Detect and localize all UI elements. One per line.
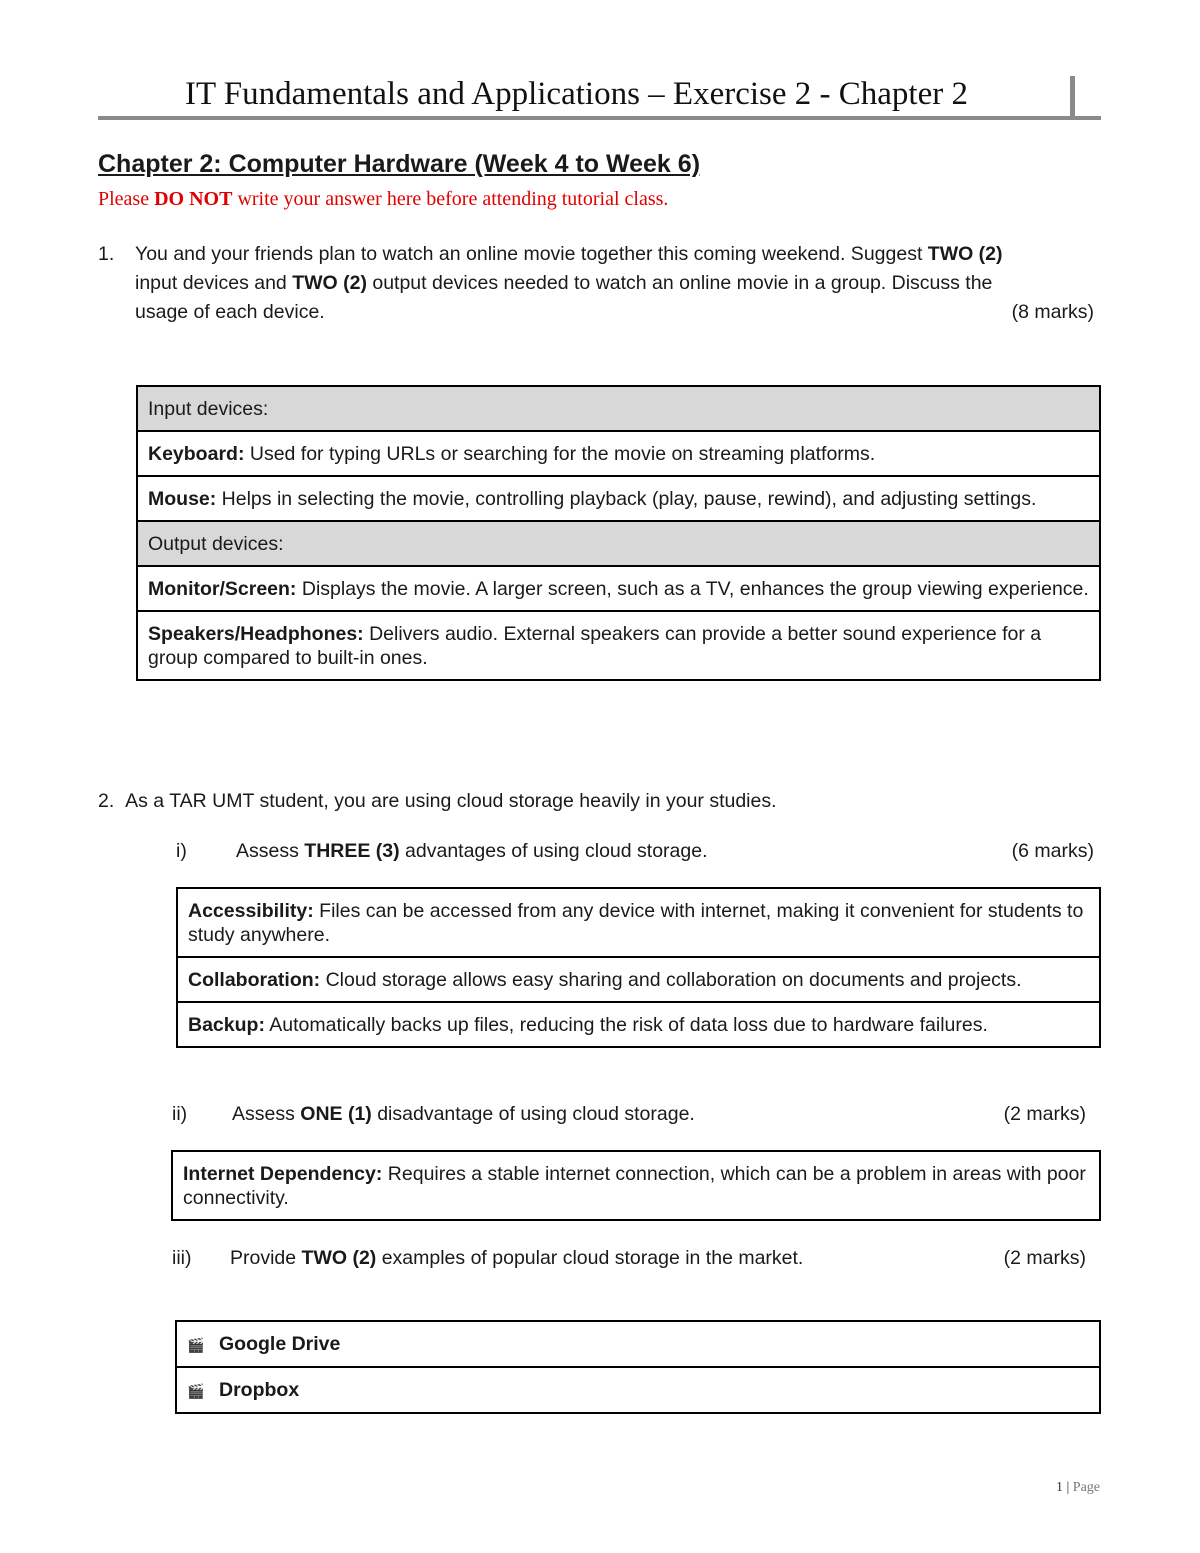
question-2-iii-marks: (2 marks) <box>1003 1247 1086 1269</box>
question-2-text: As a TAR UMT student, you are using cloud storage heavily in your studies. <box>125 790 777 812</box>
mouse-cell: Mouse: Helps in selecting the movie, controlling playback (play, pause, rewind), and adjusting settings. <box>137 476 1100 521</box>
clapper-board-icon: 🎬 <box>187 1337 205 1353</box>
question-2-ii-text: Assess ONE (1) disadvantage of using cloud storage. <box>232 1103 695 1125</box>
warning-bold: DO NOT <box>154 188 233 210</box>
question-2-number: 2. <box>98 790 115 812</box>
question-1-number: 1. <box>98 243 115 265</box>
table-row <box>172 1151 1100 1220</box>
answer-table-devices <box>136 385 1101 681</box>
answer-table-advantages <box>176 887 1101 1048</box>
collaboration-cell: Collaboration: Cloud storage allows easy sharing and collaboration on documents and projects. <box>177 957 1100 1002</box>
question-2-ii <box>172 1103 1090 1129</box>
page-word: Page <box>1072 1480 1100 1495</box>
table-row <box>177 1002 1100 1047</box>
page-footer <box>1056 1480 1100 1496</box>
cloud-example-1: 🎬 Google Drive <box>176 1321 1100 1367</box>
question-2-ii-marks: (2 marks) <box>1003 1103 1086 1125</box>
question-2-iii <box>172 1247 1090 1273</box>
page-number: 1 <box>1055 1480 1063 1495</box>
table-row <box>177 888 1100 957</box>
input-devices-header: Input devices: <box>137 386 1100 431</box>
question-2 <box>98 790 777 813</box>
question-2-i <box>176 840 1098 866</box>
question-2-i-marks: (6 marks) <box>1011 840 1094 862</box>
monitor-cell: Monitor/Screen: Displays the movie. A larger screen, such as a TV, enhances the group viewing experience. <box>137 566 1100 611</box>
header-rule <box>98 116 1101 120</box>
backup-cell: Backup: Automatically backs up files, reducing the risk of data loss due to hardware failures. <box>177 1002 1100 1047</box>
chapter-title: Chapter 2: Computer Hardware (Week 4 to Week 6) <box>98 150 701 178</box>
output-devices-header: Output devices: <box>137 521 1100 566</box>
header-right-bar <box>1070 76 1075 118</box>
table-row <box>137 386 1100 431</box>
clapper-board-icon: 🎬 <box>187 1383 205 1399</box>
footer-separator: | <box>1062 1480 1073 1495</box>
question-1-body <box>135 240 1098 327</box>
table-row <box>137 521 1100 566</box>
question-2-i-label: i) <box>176 840 187 862</box>
internet-dependency-cell: Internet Dependency: Requires a stable internet connection, which can be a problem in areas with poor connectivity. <box>172 1151 1100 1220</box>
table-row <box>176 1321 1100 1367</box>
answer-table-disadvantage <box>171 1150 1101 1221</box>
question-2-iii-label: iii) <box>172 1247 192 1269</box>
warning-post: write your answer here before attending tutorial class. <box>232 188 669 210</box>
table-row <box>137 476 1100 521</box>
warning-note <box>98 188 668 211</box>
warning-pre: Please <box>98 188 155 210</box>
table-row <box>137 431 1100 476</box>
question-2-ii-label: ii) <box>172 1103 188 1125</box>
answer-table-cloud-examples <box>175 1320 1101 1414</box>
document-header-title: IT Fundamentals and Applications – Exercise 2 - Chapter 2 <box>185 76 968 112</box>
question-1-line-2: input devices and TWO (2) output devices needed to watch an online movie in a group. Discuss the <box>135 272 993 294</box>
speakers-cell: Speakers/Headphones: Delivers audio. External speakers can provide a better sound experience for a group compared to built-in ones. <box>137 611 1100 680</box>
table-row <box>177 957 1100 1002</box>
question-1-line-3: usage of each device. (8 marks) <box>135 298 1098 327</box>
accessibility-cell: Accessibility: Files can be accessed from any device with internet, making it convenient for students to study anywhere. <box>177 888 1100 957</box>
keyboard-cell: Keyboard: Used for typing URLs or searching for the movie on streaming platforms. <box>137 431 1100 476</box>
question-1-marks: (8 marks) <box>1011 301 1094 323</box>
question-1-line-1: You and your friends plan to watch an online movie together this coming weekend. Suggest TWO (2) <box>135 243 1003 265</box>
question-2-i-text: Assess THREE (3) advantages of using cloud storage. <box>236 840 708 862</box>
table-row <box>137 611 1100 680</box>
table-row <box>176 1367 1100 1413</box>
question-2-iii-text: Provide TWO (2) examples of popular cloud storage in the market. <box>230 1247 804 1269</box>
table-row <box>137 566 1100 611</box>
cloud-example-2: 🎬 Dropbox <box>176 1367 1100 1413</box>
